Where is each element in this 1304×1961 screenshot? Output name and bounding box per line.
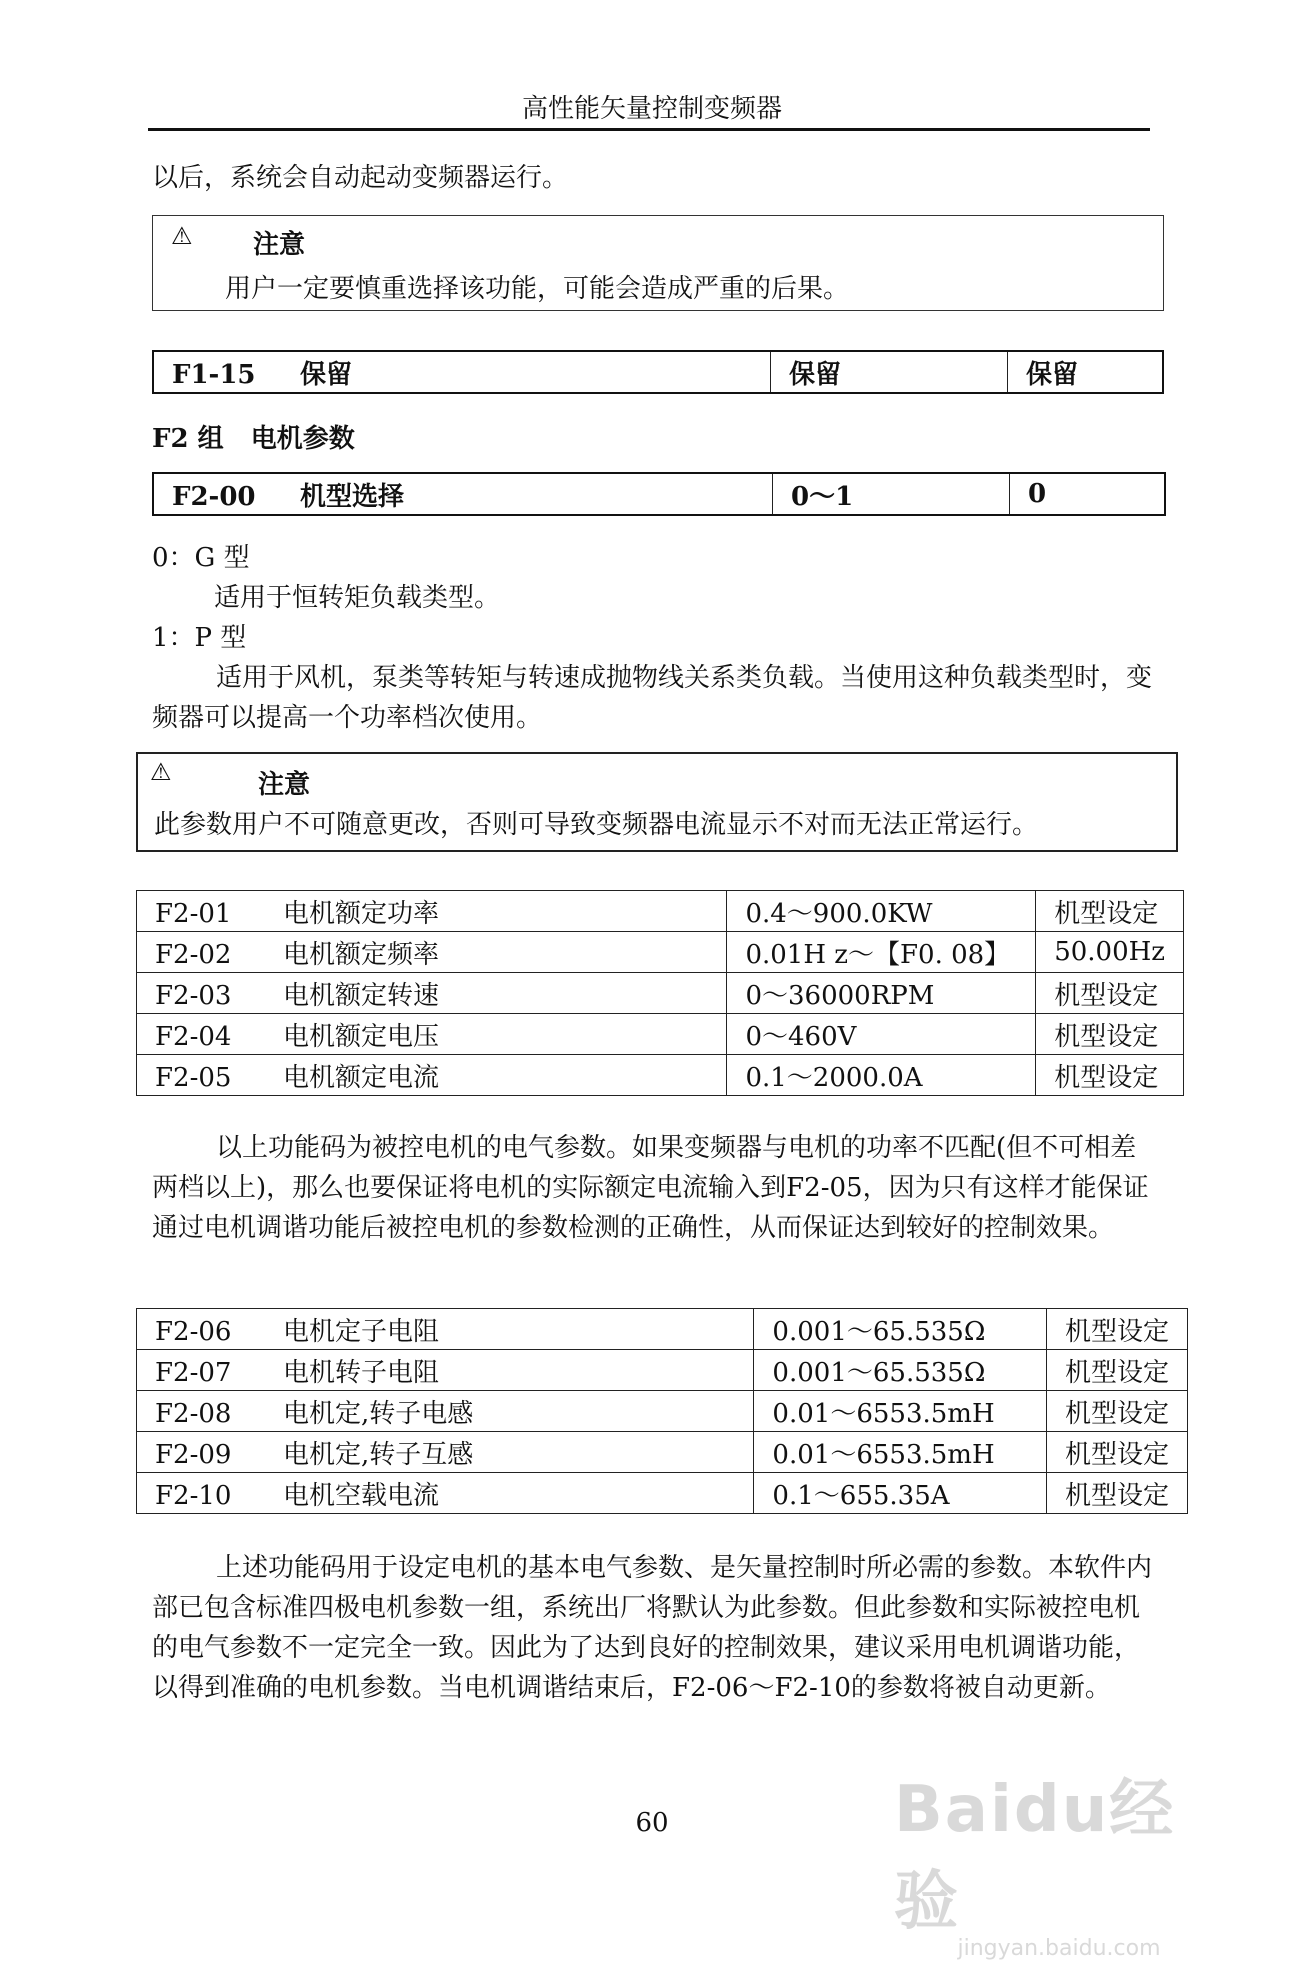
param-code-name [137, 1055, 727, 1096]
param-code: F2-01 [155, 898, 232, 929]
param-code-name [137, 1391, 754, 1432]
option-desc: 适用于风机，泵类等转矩与转速成抛物线关系类负载。当使用这种负载类型时，变频器可以提高一个功率档次使用。 [152, 663, 1153, 733]
param-table [136, 1308, 1188, 1514]
watermark-url: jingyan.baidu.com [957, 1936, 1161, 1961]
body-paragraph: 上述功能码用于设定电机的基本电气参数、是矢量控制时所必需的参数。本软件内部已包含标准四极电机参数一组，系统出厂将默认为此参数。但此参数和实际被控电机的电气参数不一定完全一致。因此为了达到良好的控制效果，建议采用电机调谐功能，以得到准确的电机参数。当电机调谐结束后，F2-06～F2-10的参数将被自动更新。 [152, 1553, 1153, 1703]
param-default: 机型设定 [1046, 1432, 1187, 1473]
notice-title: 注意 [253, 230, 306, 260]
notice-title: 注意 [258, 770, 311, 800]
param-code: F2-06 [155, 1316, 232, 1347]
notice-box [136, 752, 1178, 852]
param-range: 0.1～2000.0A [727, 1055, 1036, 1096]
param-code-name [153, 473, 773, 515]
param-code: F2-10 [155, 1480, 232, 1511]
param-name: 电机定子电阻 [283, 1316, 440, 1347]
table-row [137, 1350, 1188, 1391]
param-default: 机型设定 [1046, 1473, 1187, 1514]
param-code-name [137, 891, 727, 932]
warning-icon: ⚠ [171, 222, 193, 250]
param-range: 0.01～6553.5mH [754, 1432, 1047, 1473]
param-name: 电机空载电流 [283, 1480, 440, 1511]
param-range: 0～36000RPM [727, 973, 1036, 1014]
param-code-name [137, 973, 727, 1014]
param-default: 50.00Hz [1036, 932, 1184, 973]
param-code: F2-08 [155, 1398, 232, 1429]
param-name: 电机转子电阻 [283, 1357, 440, 1388]
param-range: 0.01～6553.5mH [754, 1391, 1047, 1432]
param-name: 电机额定功率 [283, 898, 440, 929]
table-row [137, 1432, 1188, 1473]
param-code: F2-03 [155, 980, 232, 1011]
table-row [137, 891, 1184, 932]
watermark-brand: Baidu经验 [894, 1773, 1176, 1939]
param-default: 机型设定 [1046, 1350, 1187, 1391]
param-range: 0.4～900.0KW [727, 891, 1036, 932]
param-range: 0.001～65.535Ω [754, 1309, 1047, 1350]
param-code-name [137, 1350, 754, 1391]
param-code-name [137, 1473, 754, 1514]
param-default: 机型设定 [1036, 1014, 1184, 1055]
param-range: 0.01H z～【F0. 08】 [727, 932, 1036, 973]
param-name: 电机定,转子互感 [283, 1439, 474, 1470]
section-heading: F2 组 电机参数 [152, 424, 355, 454]
table-row [153, 351, 1163, 393]
param-table-f2-00 [152, 472, 1166, 516]
param-range: 保留 [771, 351, 1008, 393]
intro-text: 以后，系统会自动起动变频器运行。 [152, 163, 569, 193]
param-code: F1-15 [172, 359, 256, 390]
param-default: 0 [1010, 473, 1166, 515]
notice-box [152, 215, 1164, 311]
param-name: 电机额定电压 [283, 1021, 440, 1052]
option-label: 0：G 型 [152, 543, 250, 573]
table-row [137, 1473, 1188, 1514]
param-code: F2-02 [155, 939, 232, 970]
param-name: 电机额定电流 [283, 1062, 440, 1093]
option-desc: 适用于恒转矩负载类型。 [214, 583, 501, 613]
param-default: 机型设定 [1036, 973, 1184, 1014]
param-code-name [153, 351, 771, 393]
param-code-name [137, 1432, 754, 1473]
table-row [137, 1391, 1188, 1432]
param-range: 0～1 [773, 473, 1010, 515]
param-default: 机型设定 [1046, 1309, 1187, 1350]
param-name: 保留 [300, 359, 353, 390]
param-code: F2-04 [155, 1021, 232, 1052]
table-row [137, 1309, 1188, 1350]
param-name: 电机额定转速 [283, 980, 440, 1011]
header-rule [148, 128, 1150, 131]
notice-text: 用户一定要慎重选择该功能，可能会造成严重的后果。 [225, 274, 850, 304]
notice-text: 此参数用户不可随意更改，否则可导致变频器电流显示不对而无法正常运行。 [154, 810, 1039, 840]
param-code-name [137, 1309, 754, 1350]
param-default: 保留 [1008, 351, 1164, 393]
running-header: 高性能矢量控制变频器 [521, 94, 782, 124]
param-range: 0.1～655.35A [754, 1473, 1047, 1514]
param-range: 0～460V [727, 1014, 1036, 1055]
param-code: F2-09 [155, 1439, 232, 1470]
param-table [136, 890, 1184, 1096]
option-label: 1：P 型 [152, 623, 247, 653]
baidu-watermark [894, 1758, 1224, 1961]
param-default: 机型设定 [1036, 891, 1184, 932]
table-row [137, 1014, 1184, 1055]
param-code: F2-07 [155, 1357, 232, 1388]
param-range: 0.001～65.535Ω [754, 1350, 1047, 1391]
table-row [137, 932, 1184, 973]
body-paragraph: 以上功能码为被控电机的电气参数。如果变频器与电机的功率不匹配(但不可相差两档以上)，那么也要保证将电机的实际额定电流输入到F2-05，因为只有这样才能保证通过电机调谐功能后被控电机的参数检测的正确性，从而保证达到较好的控制效果。 [152, 1133, 1149, 1243]
param-default: 机型设定 [1046, 1391, 1187, 1432]
param-code-name [137, 932, 727, 973]
param-code: F2-05 [155, 1062, 232, 1093]
page-number: 60 [635, 1808, 669, 1838]
param-name: 电机额定频率 [283, 939, 440, 970]
param-name: 机型选择 [300, 481, 405, 512]
table-row [137, 1055, 1184, 1096]
param-name: 电机定,转子电感 [283, 1398, 474, 1429]
param-default: 机型设定 [1036, 1055, 1184, 1096]
table-row [137, 973, 1184, 1014]
table-row [153, 473, 1165, 515]
param-table-f1-15 [152, 350, 1164, 394]
warning-icon: ⚠ [150, 758, 172, 786]
param-code: F2-00 [172, 481, 256, 512]
param-code-name [137, 1014, 727, 1055]
